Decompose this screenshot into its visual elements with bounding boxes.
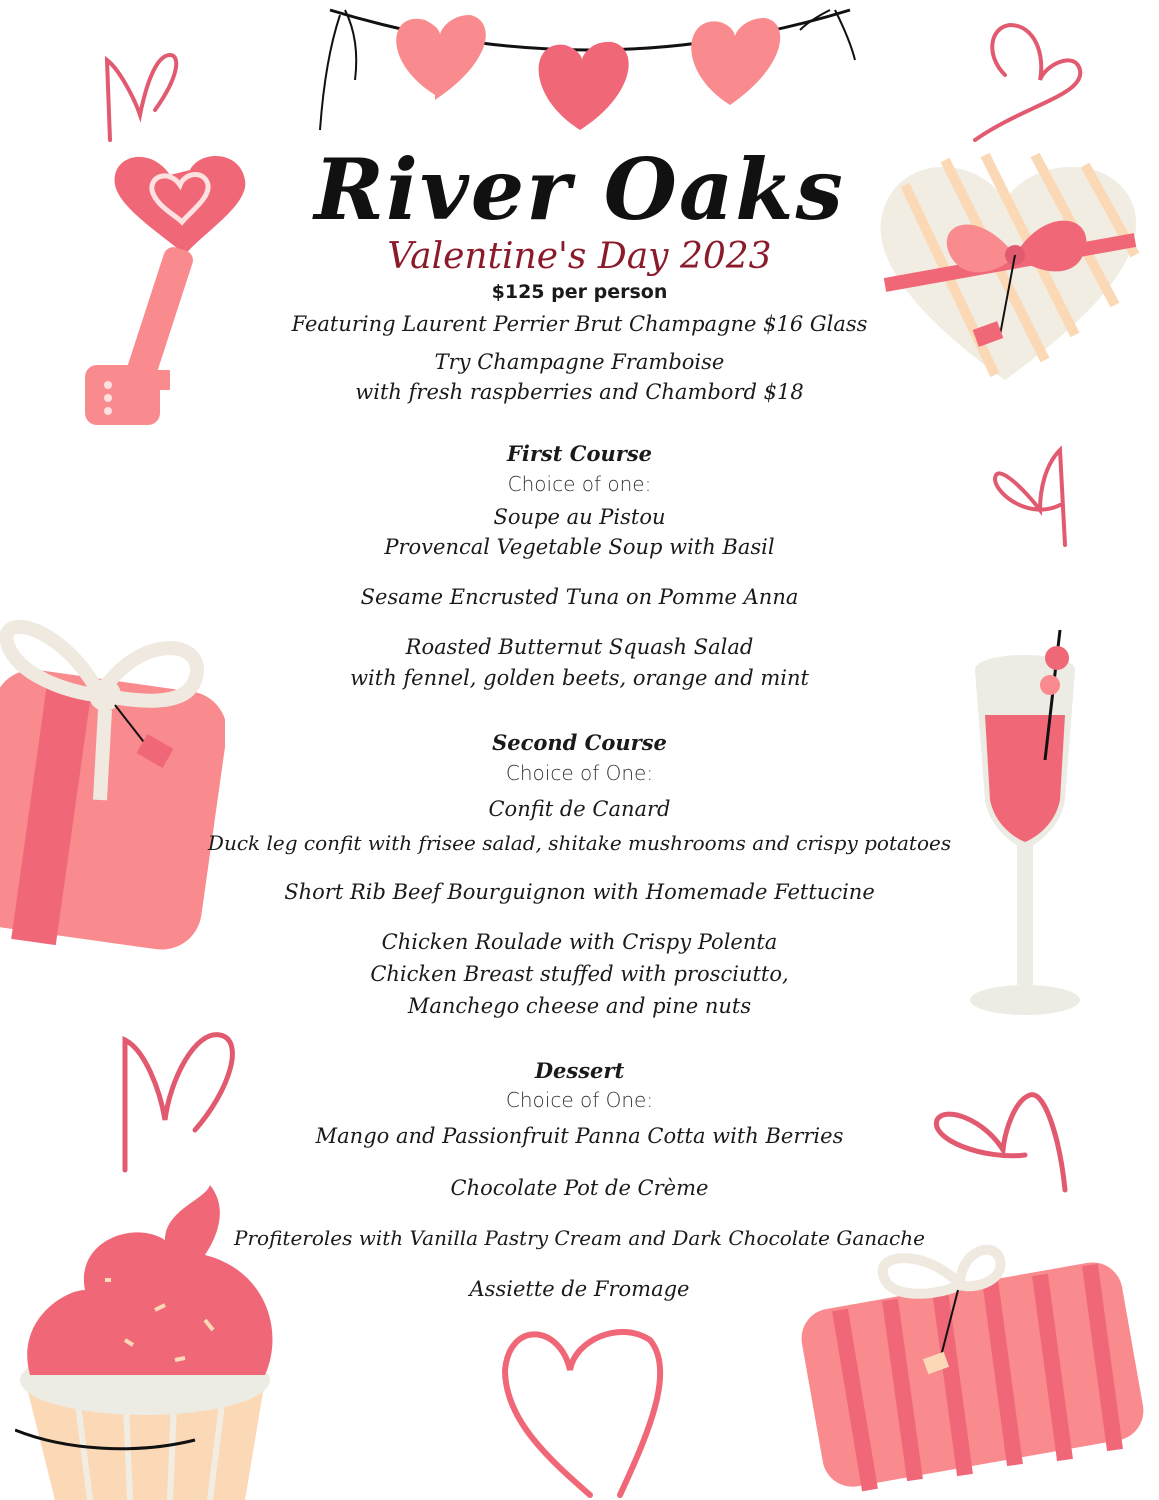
menu-item: Chocolate Pot de Crème bbox=[450, 1176, 709, 1200]
menu-item: Soupe au Pistou bbox=[493, 505, 666, 529]
special-drink-description: with fresh raspberries and Chambord $18 bbox=[355, 380, 804, 404]
second-course-heading: Second Course bbox=[492, 730, 667, 755]
menu-item: Roasted Butternut Squash Salad bbox=[405, 635, 754, 659]
menu-item: Chicken Roulade with Crispy Polenta bbox=[381, 930, 778, 954]
restaurant-title: River Oaks bbox=[314, 140, 845, 239]
menu-item: Mango and Passionfruit Panna Cotta with Berries bbox=[315, 1124, 844, 1148]
menu-item-description: Chicken Breast stuffed with prosciutto, bbox=[370, 962, 789, 986]
second-course-choice: Choice of One: bbox=[505, 761, 654, 785]
first-course-heading: First Course bbox=[506, 441, 653, 466]
menu-item: Profiteroles with Vanilla Pastry Cream and Dark Chocolate Ganache bbox=[234, 1226, 925, 1250]
menu-item: Sesame Encrusted Tuna on Pomme Anna bbox=[360, 585, 799, 609]
dessert-heading: Dessert bbox=[534, 1058, 625, 1083]
first-course-choice: Choice of one: bbox=[507, 472, 652, 496]
menu-item-description: with fennel, golden beets, orange and mint bbox=[350, 666, 809, 690]
price-per-person: $125 per person bbox=[491, 281, 668, 303]
menu-item-description: Provencal Vegetable Soup with Basil bbox=[384, 535, 775, 559]
event-subtitle: Valentine's Day 2023 bbox=[387, 236, 772, 277]
menu-item-description: Manchego cheese and pine nuts bbox=[407, 994, 752, 1018]
menu-item: Assiette de Fromage bbox=[469, 1277, 690, 1301]
dessert-choice: Choice of One: bbox=[505, 1088, 654, 1112]
menu-item-description: Duck leg confit with frisee salad, shitake mushrooms and crispy potatoes bbox=[207, 831, 952, 855]
menu-item: Short Rib Beef Bourguignon with Homemade Fettucine bbox=[284, 880, 875, 904]
featured-drink: Featuring Laurent Perrier Brut Champagne $16 Glass bbox=[291, 312, 868, 336]
menu-item: Confit de Canard bbox=[488, 797, 671, 821]
special-drink-name: Try Champagne Framboise bbox=[434, 350, 725, 374]
